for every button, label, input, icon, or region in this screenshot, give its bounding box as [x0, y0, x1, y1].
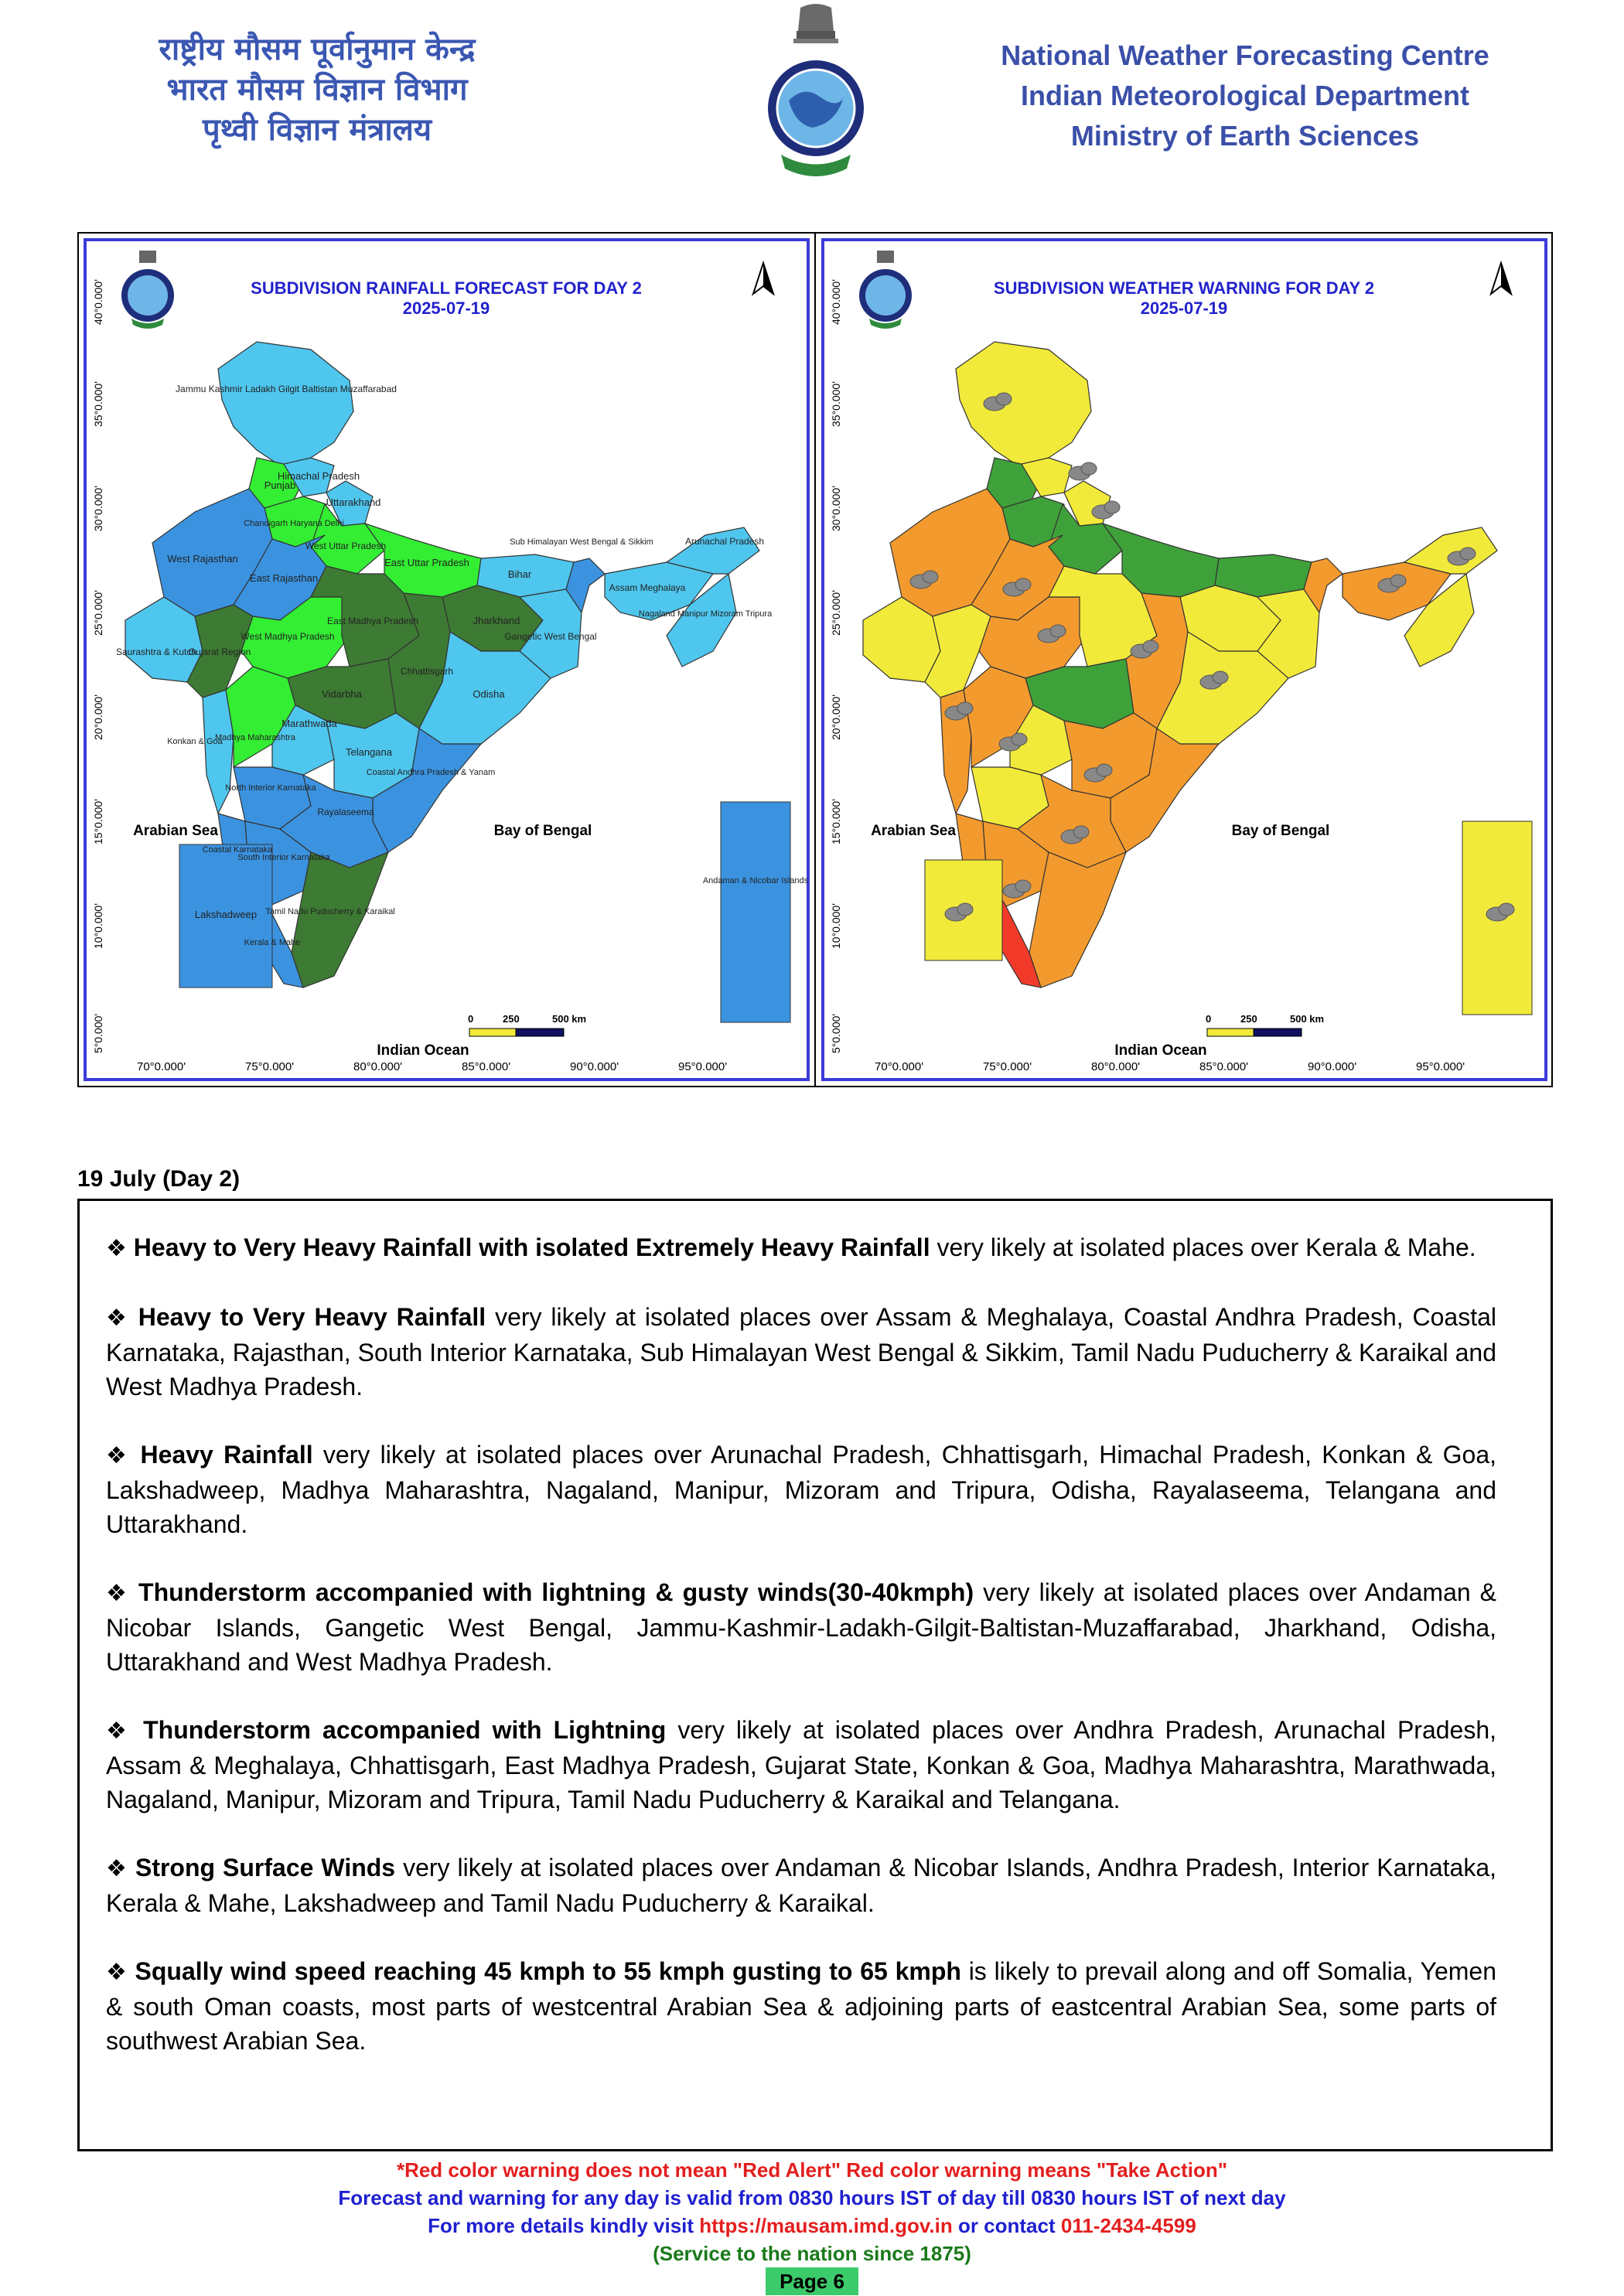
warning-heading: Thunderstorm accompanied with lightning & gusty winds(30-40kmph) — [138, 1578, 974, 1606]
region-label: Saurashtra & Kutch — [115, 646, 197, 657]
lon-tick: 85°0.000' — [462, 1060, 511, 1073]
lat-tick: 25°0.000' — [92, 590, 104, 636]
region-label: Punjab — [264, 479, 296, 491]
rainfall-map-svg — [79, 234, 814, 1086]
lat-tick: 35°0.000' — [830, 381, 842, 427]
lat-tick: 5°0.000' — [92, 1013, 104, 1053]
english-org-name — [982, 36, 1508, 156]
lon-tick: 90°0.000' — [1308, 1060, 1357, 1073]
bay-of-bengal-label: Bay of Bengal — [493, 823, 592, 839]
warning-text: very likely at isolated places over Assam & Meghalaya, Coastal Andhra Pradesh, Coastal Karnataka, Rajasthan, South Interior Karnataka, Sub Himalayan West Bengal & Sikkim, Tamil Nadu Puducherry & Karaikal and West Madhya Pradesh. — [106, 1303, 1497, 1400]
scale-bar — [468, 1013, 586, 1036]
lat-ticks — [92, 279, 104, 1053]
region-label: Chandigarh Haryana Delhi — [244, 519, 344, 528]
warning-map-svg — [817, 234, 1552, 1086]
warning-text: very likely at isolated places over Andaman & Nicobar Islands, Andhra Pradesh, Interior Karnataka, Kerala & Mahe, Lakshadweep and Tamil Nadu Puducherry & Karaikal. — [106, 1854, 1497, 1917]
warning-heading: Heavy to Very Heavy Rainfall — [138, 1303, 486, 1331]
bullet-icon: ❖ — [106, 1442, 131, 1469]
region-jk — [218, 342, 353, 466]
arabian-sea-label: Arabian Sea — [871, 823, 956, 839]
lon-ticks — [875, 1060, 1465, 1073]
page-header — [0, 0, 1624, 201]
warning-paragraph — [106, 1851, 1496, 1920]
warning-text: very likely at isolated places over Andhra Pradesh, Arunachal Pradesh, Assam & Meghalaya, Chhattisgarh, East Madhya Pradesh, Gujarat State, Konkan & Goa, Madhya Maharashtra, Marathwada, Nagaland, Manipur, Mizoram and Tripura, Tamil Nadu Puducherry & Karaikal and Telangana. — [106, 1716, 1497, 1813]
map-emblem-icon — [121, 251, 174, 329]
region-label: Jharkhand — [473, 615, 520, 626]
region-label: Bihar — [507, 568, 532, 580]
lat-tick: 40°0.000' — [830, 279, 842, 325]
region-label: Arunachal Pradesh — [684, 536, 765, 547]
map-date: 2025-07-19 — [402, 299, 490, 318]
warning-paragraph — [106, 1438, 1496, 1541]
scale-bar — [1206, 1013, 1324, 1036]
region-label: West Uttar Pradesh — [305, 541, 387, 551]
red-warning-note: *Red color warning does not mean "Red Alert" Red color warning means "Take Action" — [396, 2158, 1228, 2182]
region-label: East Madhya Pradesh — [326, 616, 419, 626]
hindi-org-name — [101, 29, 534, 150]
region-label: Himachal Pradesh — [277, 470, 360, 482]
warning-heading: Strong Surface Winds — [135, 1854, 396, 1881]
scale-label: 0 — [468, 1013, 474, 1025]
scale-label: 500 km — [1290, 1013, 1325, 1025]
warning-paragraph — [106, 1230, 1496, 1266]
scale-label: 250 — [1240, 1013, 1257, 1025]
validity-note: Forecast and warning for any day is valid from 0830 hours IST of day till 0830 hours IST of next day — [338, 2186, 1286, 2209]
region-label: Coastal Andhra Pradesh & Yanam — [366, 768, 496, 777]
warning-heading: Thunderstorm accompanied with Lightning — [143, 1716, 667, 1744]
indian-ocean-label: Indian Ocean — [377, 1042, 469, 1059]
region-label: Coastal Karnataka — [202, 845, 273, 855]
contact-line — [0, 2212, 1624, 2240]
andaman-box — [721, 802, 790, 1022]
lat-tick: 20°0.000' — [92, 694, 104, 740]
region-label: East Uttar Pradesh — [384, 557, 469, 568]
lon-tick: 70°0.000' — [875, 1060, 924, 1073]
lat-tick: 30°0.000' — [830, 486, 842, 531]
bullet-icon: ❖ — [106, 1959, 128, 1986]
lat-tick: 10°0.000' — [830, 903, 842, 949]
arabian-sea-label: Arabian Sea — [133, 823, 218, 839]
rainfall-forecast-map — [79, 234, 816, 1086]
warning-paragraph — [106, 1575, 1496, 1679]
lon-tick: 75°0.000' — [245, 1060, 295, 1073]
warnings-text-box — [77, 1199, 1553, 2151]
region-label: Gangetic West Bengal — [504, 631, 597, 642]
warning-heading: Heavy to Very Heavy Rainfall with isolated Extremely Heavy Rainfall — [133, 1233, 930, 1261]
warning-text: very likely at isolated places over Andaman & Nicobar Islands, Gangetic West Bengal, Jammu-Kashmir-Ladakh-Gilgit-Baltistan-Muzaffarabad, Jharkhand, Odisha, Uttarakhand and West Madhya Pradesh. — [106, 1578, 1497, 1676]
english-line-2: Indian Meteorological Department — [1020, 80, 1470, 111]
bullet-icon: ❖ — [106, 1235, 127, 1262]
region-label: Telangana — [346, 746, 392, 758]
region-label: Jammu Kashmir Ladakh Gilgit Baltistan Muzaffarabad — [176, 384, 397, 394]
contact-mid: or contact — [952, 2214, 1061, 2237]
lat-tick: 25°0.000' — [830, 590, 842, 636]
page-footer — [0, 2156, 1624, 2295]
lon-tick: 85°0.000' — [1199, 1060, 1249, 1073]
region-label: East Rajasthan — [249, 572, 319, 584]
region-label: Odisha — [473, 688, 505, 700]
region-label: Lakshadweep — [194, 909, 258, 920]
north-arrow-icon — [1491, 263, 1511, 294]
bullet-icon: ❖ — [106, 1580, 130, 1607]
cloud-icon — [1069, 462, 1097, 480]
lat-tick: 20°0.000' — [830, 694, 842, 740]
region-label: Nagaland Manipur Mizoram Tripura — [638, 609, 773, 619]
bay-of-bengal-label: Bay of Bengal — [1231, 823, 1330, 839]
warning-text: very likely at isolated places over Arunachal Pradesh, Chhattisgarh, Himachal Pradesh, Konkan & Goa, Lakshadweep, Madhya Maharashtra, Nagaland, Manipur, Mizoram and Tripura, Odisha, Rayalaseema, Telangana and Uttarakhand. — [106, 1441, 1497, 1538]
warning-paragraph — [106, 1954, 1496, 2058]
region-label: South Interior Karnataka — [237, 853, 330, 862]
lon-tick: 95°0.000' — [1416, 1060, 1465, 1073]
page-number-badge: Page 6 — [766, 2267, 858, 2295]
lat-tick: 35°0.000' — [92, 381, 104, 427]
region-label: Sub Himalayan West Bengal & Sikkim — [510, 537, 653, 547]
hindi-line-3: पृथ्वी विज्ञान मंत्रालय — [202, 112, 432, 148]
hindi-line-2: भारत मौसम विज्ञान विभाग — [166, 72, 468, 107]
website-link[interactable]: https://mausam.imd.gov.in — [699, 2214, 953, 2237]
maps-frame — [77, 232, 1553, 1087]
lat-tick: 15°0.000' — [92, 799, 104, 844]
contact-prefix: For more details kindly visit — [428, 2214, 700, 2237]
map-emblem-icon — [859, 251, 912, 329]
lat-tick: 40°0.000' — [92, 279, 104, 325]
scale-label: 0 — [1206, 1013, 1212, 1025]
region-jk — [956, 342, 1091, 466]
warning-text: is likely to prevail along and off Somalia, Yemen & south Oman coasts, most parts of westcentral Arabian Sea & adjoining parts of eastcentral Arabian Sea, some parts of southwest Arabian Sea. — [106, 1957, 1497, 2055]
lat-tick: 15°0.000' — [830, 799, 842, 844]
region-label: Andaman & Nicobar Islands — [702, 876, 809, 885]
lon-tick: 80°0.000' — [353, 1060, 403, 1073]
warning-heading: Squally wind speed reaching 45 kmph to 55 kmph gusting to 65 kmph — [135, 1957, 961, 1985]
bullet-icon: ❖ — [106, 1855, 128, 1882]
region-label: North Interior Karnataka — [225, 783, 316, 793]
map-title: SUBDIVISION WEATHER WARNING FOR DAY 2 — [993, 278, 1375, 298]
lon-tick: 90°0.000' — [570, 1060, 619, 1073]
lon-tick: 80°0.000' — [1091, 1060, 1141, 1073]
lon-tick: 95°0.000' — [678, 1060, 728, 1073]
region-label: West Rajasthan — [167, 553, 238, 565]
map-date: 2025-07-19 — [1140, 299, 1228, 318]
service-note: (Service to the nation since 1875) — [653, 2242, 971, 2265]
scale-label: 250 — [503, 1013, 520, 1025]
region-label: Uttarakhand — [326, 496, 381, 508]
region-label: Tamil Nadu Puducherry & Karaikal — [265, 907, 395, 916]
lon-ticks — [137, 1060, 727, 1073]
region-label: Kerala & Mahe — [244, 938, 301, 947]
region-label: Marathwada — [281, 718, 337, 729]
region-label: West Madhya Pradesh — [241, 631, 335, 642]
imd-emblem-icon — [766, 0, 866, 186]
lon-tick: 75°0.000' — [983, 1060, 1032, 1073]
region-label: Rayalaseema — [317, 807, 374, 817]
warning-text: very likely at isolated places over Kerala & Mahe. — [930, 1233, 1476, 1261]
english-line-3: Ministry of Earth Sciences — [1070, 120, 1420, 152]
lat-tick: 30°0.000' — [92, 486, 104, 531]
bullet-icon: ❖ — [106, 1305, 129, 1332]
region-label: Vidarbha — [322, 688, 362, 700]
english-line-1: National Weather Forecasting Centre — [1001, 39, 1489, 71]
scale-label: 500 km — [552, 1013, 587, 1025]
region-label: Assam Meghalaya — [609, 582, 686, 593]
lat-tick: 5°0.000' — [830, 1013, 842, 1053]
bullet-icon: ❖ — [106, 1718, 132, 1745]
warning-paragraph — [106, 1713, 1496, 1817]
lat-tick: 10°0.000' — [92, 903, 104, 949]
lon-tick: 70°0.000' — [137, 1060, 186, 1073]
region-label: Madhya Maharashtra — [215, 733, 295, 742]
north-arrow-icon — [753, 263, 773, 294]
phone-number: 011-2434-4599 — [1060, 2214, 1196, 2237]
indian-ocean-label: Indian Ocean — [1114, 1042, 1207, 1059]
day-label: 19 July (Day 2) — [77, 1166, 241, 1192]
lat-ticks — [830, 279, 842, 1053]
map-title: SUBDIVISION RAINFALL FORECAST FOR DAY 2 — [251, 278, 642, 298]
weather-warning-map — [817, 234, 1554, 1086]
region-label: Chhattisgarh — [400, 666, 454, 677]
hindi-line-1: राष्ट्रीय मौसम पूर्वानुमान केन्द्र — [159, 32, 476, 67]
warning-heading: Heavy Rainfall — [140, 1441, 313, 1469]
warning-paragraph — [106, 1300, 1496, 1404]
region-label: Gujarat Region — [188, 646, 251, 657]
region-label: Konkan & Goa — [167, 737, 223, 746]
